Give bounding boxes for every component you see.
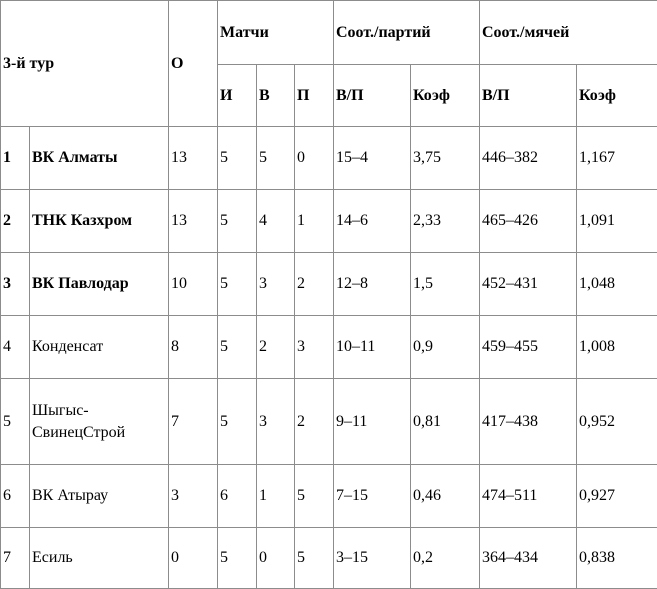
sets-coef-cell: 3,75 <box>411 127 480 190</box>
won-cell: 3 <box>257 253 295 316</box>
points-cell: 7 <box>169 379 218 465</box>
played-cell: 5 <box>218 528 257 589</box>
played-header: И <box>218 65 257 127</box>
lost-cell: 5 <box>295 528 334 589</box>
points-cell: 10 <box>169 253 218 316</box>
balls-coef-header: Коэф <box>577 65 657 127</box>
balls-cell: 459–455 <box>480 316 577 379</box>
sets-cell: 7–15 <box>334 465 411 528</box>
lost-cell: 3 <box>295 316 334 379</box>
matches-header: Матчи <box>218 1 334 65</box>
points-cell: 8 <box>169 316 218 379</box>
table-row <box>1 316 657 379</box>
sets-coef-cell: 0,81 <box>411 379 480 465</box>
sets-cell: 3–15 <box>334 528 411 589</box>
balls-cell: 417–438 <box>480 379 577 465</box>
sets-coef-header: Коэф <box>411 65 480 127</box>
won-cell: 2 <box>257 316 295 379</box>
balls-coef-cell: 0,838 <box>577 528 657 589</box>
sets-cell: 15–4 <box>334 127 411 190</box>
sets-cell: 10–11 <box>334 316 411 379</box>
position-cell: 7 <box>1 528 30 589</box>
team-cell: ВК Павлодар <box>30 253 169 316</box>
played-cell: 5 <box>218 190 257 253</box>
sets-cell: 9–11 <box>334 379 411 465</box>
played-cell: 5 <box>218 127 257 190</box>
table-row <box>1 465 657 528</box>
points-cell: 3 <box>169 465 218 528</box>
team-cell: Шыгыс-СвинецСтрой <box>30 379 169 465</box>
points-cell: 13 <box>169 190 218 253</box>
balls-coef-cell: 1,048 <box>577 253 657 316</box>
lost-cell: 2 <box>295 253 334 316</box>
team-cell: ТНК Казхром <box>30 190 169 253</box>
balls-cell: 452–431 <box>480 253 577 316</box>
sets-coef-cell: 0,9 <box>411 316 480 379</box>
won-header: В <box>257 65 295 127</box>
sets-coef-cell: 1,5 <box>411 253 480 316</box>
balls-cell: 474–511 <box>480 465 577 528</box>
position-cell: 2 <box>1 190 30 253</box>
position-cell: 4 <box>1 316 30 379</box>
lost-cell: 0 <box>295 127 334 190</box>
position-cell: 5 <box>1 379 30 465</box>
balls-ratio-header: Соот./мячей <box>480 1 657 65</box>
balls-coef-cell: 1,091 <box>577 190 657 253</box>
balls-cell: 364–434 <box>480 528 577 589</box>
balls-coef-cell: 0,952 <box>577 379 657 465</box>
sets-coef-cell: 2,33 <box>411 190 480 253</box>
won-cell: 1 <box>257 465 295 528</box>
sets-cell: 14–6 <box>334 190 411 253</box>
lost-cell: 1 <box>295 190 334 253</box>
sets-cell: 12–8 <box>334 253 411 316</box>
team-cell: ВК Атырау <box>30 465 169 528</box>
sets-coef-cell: 0,2 <box>411 528 480 589</box>
balls-cell: 446–382 <box>480 127 577 190</box>
balls-coef-cell: 0,927 <box>577 465 657 528</box>
sets-ratio-header: Соот./партий <box>334 1 480 65</box>
position-cell: 3 <box>1 253 30 316</box>
won-cell: 0 <box>257 528 295 589</box>
team-cell: Конденсат <box>30 316 169 379</box>
sets-wl-header: В/П <box>334 65 411 127</box>
sets-coef-cell: 0,46 <box>411 465 480 528</box>
round-header: 3-й тур <box>1 1 169 127</box>
won-cell: 4 <box>257 190 295 253</box>
played-cell: 6 <box>218 465 257 528</box>
team-cell: Есиль <box>30 528 169 589</box>
balls-coef-cell: 1,008 <box>577 316 657 379</box>
won-cell: 3 <box>257 379 295 465</box>
lost-cell: 5 <box>295 465 334 528</box>
table-row <box>1 190 657 253</box>
won-cell: 5 <box>257 127 295 190</box>
table-row <box>1 379 657 465</box>
points-cell: 0 <box>169 528 218 589</box>
position-cell: 6 <box>1 465 30 528</box>
table-row <box>1 127 657 190</box>
played-cell: 5 <box>218 253 257 316</box>
played-cell: 5 <box>218 379 257 465</box>
header-row-1 <box>1 1 657 65</box>
points-cell: 13 <box>169 127 218 190</box>
lost-cell: 2 <box>295 379 334 465</box>
team-cell: ВК Алматы <box>30 127 169 190</box>
lost-header: П <box>295 65 334 127</box>
balls-coef-cell: 1,167 <box>577 127 657 190</box>
points-header: О <box>169 1 218 127</box>
played-cell: 5 <box>218 316 257 379</box>
table-row <box>1 253 657 316</box>
table-row <box>1 528 657 589</box>
balls-wl-header: В/П <box>480 65 577 127</box>
balls-cell: 465–426 <box>480 190 577 253</box>
position-cell: 1 <box>1 127 30 190</box>
